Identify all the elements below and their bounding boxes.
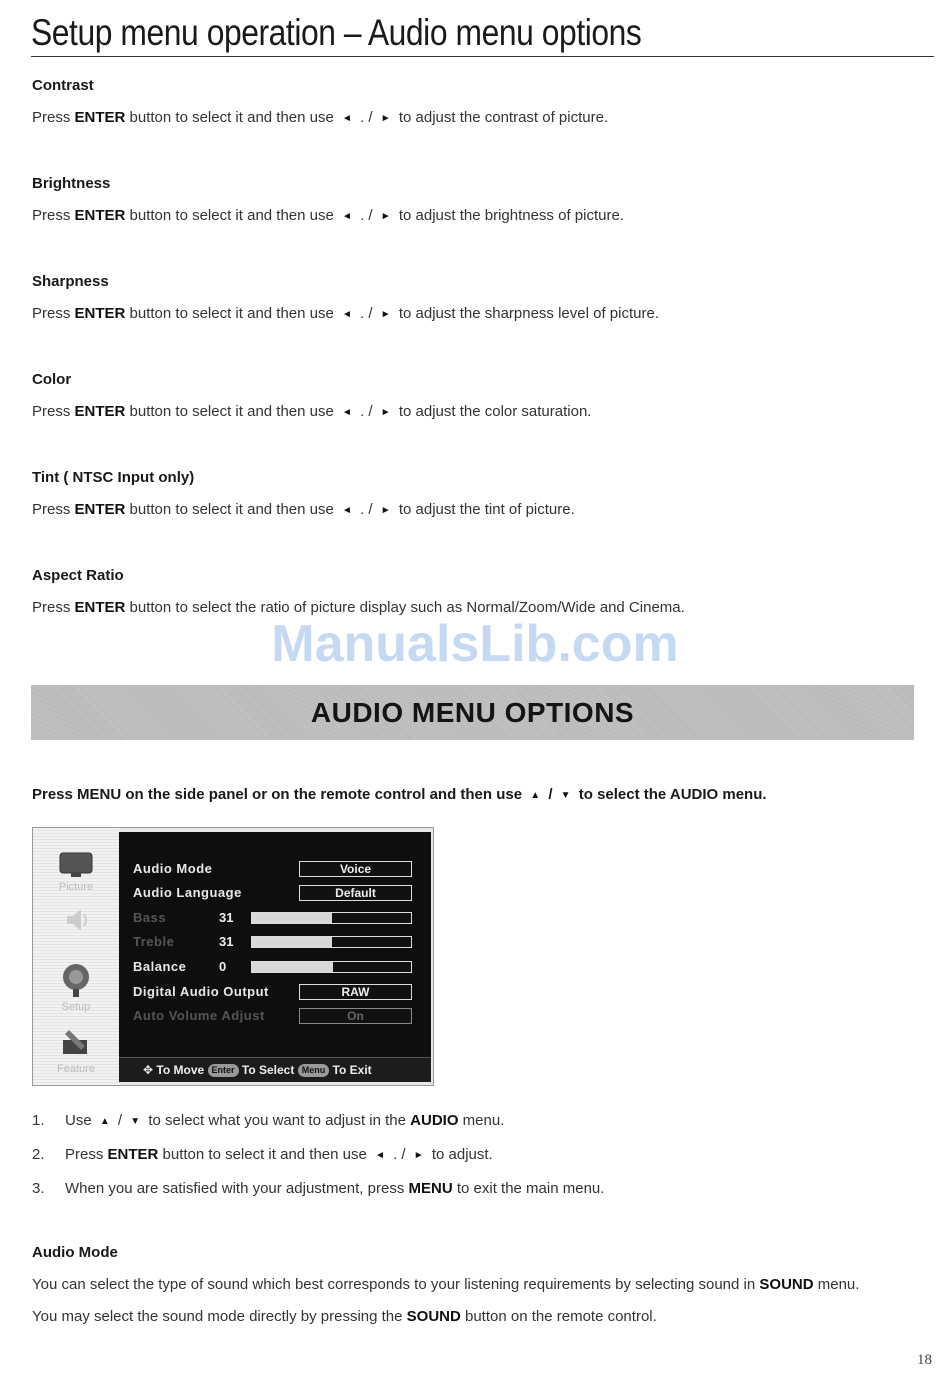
osd-row-label: Bass <box>133 910 167 925</box>
watermark: ManualsLib.com <box>271 615 679 673</box>
audio-menu-instruction: Press MENU on the side panel or on the remote control and then use ▲ / ▼ to select the AUDIO menu. <box>32 786 767 803</box>
section-text: Press ENTER button to select it and then use ◄ . / ► to adjust the brightness of picture. <box>32 207 624 224</box>
section-text: Press ENTER button to select it and then use ◄ . / ► to adjust the sharpness level of picture. <box>32 305 659 322</box>
speaker-icon <box>61 904 91 936</box>
osd-sidebar <box>33 828 119 1085</box>
osd-row-bass <box>119 907 431 929</box>
osd-side-picture: Picture <box>33 852 119 893</box>
section-contrast <box>32 77 932 128</box>
tools-icon <box>59 1026 93 1060</box>
osd-row-audio-mode <box>119 858 431 880</box>
osd-level-bar <box>251 912 412 924</box>
list-item: 3. When you are satisfied with your adjustment, press MENU to exit the main menu. <box>32 1180 605 1197</box>
osd-level-bar <box>251 961 412 973</box>
right-arrow-icon: ► <box>380 211 391 222</box>
left-arrow-icon: ◄ <box>342 211 352 222</box>
section-text: Press ENTER button to select it and then use ◄ . / ► to adjust the color saturation. <box>32 403 592 420</box>
down-arrow-icon: ▼ <box>560 790 571 801</box>
page-number: 18 <box>917 1352 932 1368</box>
left-arrow-icon: ◄ <box>342 407 352 418</box>
osd-row-label: Digital Audio Output <box>133 984 269 999</box>
audio-menu-screenshot <box>32 827 434 1086</box>
left-arrow-icon: ◄ <box>342 309 352 320</box>
right-arrow-icon: ► <box>380 113 391 124</box>
osd-side-feature: Feature <box>33 1026 119 1075</box>
section-color <box>32 371 932 422</box>
osd-value-box: On <box>299 1008 412 1024</box>
right-arrow-icon: ► <box>380 505 391 516</box>
section-banner <box>31 685 914 740</box>
section-heading: Aspect Ratio <box>32 567 124 584</box>
osd-row-digital-audio-output <box>119 981 431 1003</box>
right-arrow-icon: ► <box>380 309 391 320</box>
osd-row-label: Treble <box>133 934 175 949</box>
osd-footer: ✥ To Move Enter To Select Menu To Exit <box>119 1057 431 1082</box>
page-title: Setup menu operation – Audio menu options <box>31 12 642 53</box>
osd-row-audio-language <box>119 882 431 904</box>
osd-side-audio <box>33 904 119 939</box>
section-heading: Sharpness <box>32 273 109 290</box>
osd-row-label: Balance <box>133 959 187 974</box>
osd-value-box: RAW <box>299 984 412 1000</box>
tv-icon <box>59 852 93 878</box>
section-heading: Contrast <box>32 77 94 94</box>
title-rule <box>31 56 934 57</box>
left-arrow-icon: ◄ <box>375 1150 385 1161</box>
section-tint <box>32 469 932 520</box>
osd-row-number: 31 <box>219 910 234 925</box>
osd-level-fill <box>252 913 332 923</box>
osd-level-fill <box>252 937 332 947</box>
section-aspect-ratio <box>32 567 932 617</box>
section-text: Press ENTER button to select it and then use ◄ . / ► to adjust the contrast of picture. <box>32 109 609 126</box>
osd-row-label: Auto Volume Adjust <box>133 1008 265 1023</box>
list-item: 1. Use ▲ / ▼ to select what you want to adjust in the AUDIO menu. <box>32 1112 505 1129</box>
up-arrow-icon: ▲ <box>99 1116 110 1127</box>
enter-key-icon: Enter <box>208 1064 239 1077</box>
osd-row-treble <box>119 931 431 953</box>
right-arrow-icon: ► <box>380 407 391 418</box>
osd-value-box: Voice <box>299 861 412 877</box>
list-item: 2. Press ENTER button to select it and then use ◄ . / ► to adjust. <box>32 1146 493 1163</box>
osd-level-bar <box>251 936 412 948</box>
up-arrow-icon: ▲ <box>530 790 541 801</box>
section-audio-mode <box>32 1244 932 1326</box>
osd-row-number: 31 <box>219 934 234 949</box>
move-arrows-icon: ✥ <box>143 1063 154 1077</box>
osd-row-number: 0 <box>219 959 227 974</box>
osd-row-auto-volume-adjust <box>119 1005 431 1027</box>
section-text: You may select the sound mode directly by pressing the SOUND button on the remote control. <box>32 1308 657 1325</box>
section-heading: Color <box>32 371 72 388</box>
section-text: Press ENTER button to select it and then use ◄ . / ► to adjust the tint of picture. <box>32 501 575 518</box>
osd-row-balance <box>119 956 431 978</box>
section-brightness <box>32 175 932 226</box>
osd-row-label: Audio Language <box>133 885 242 900</box>
left-arrow-icon: ◄ <box>342 505 352 516</box>
osd-row-label: Audio Mode <box>133 861 213 876</box>
section-text: You can select the type of sound which best corresponds to your listening requirements by selecting sound in SOUND menu. <box>32 1276 860 1293</box>
section-heading: Audio Mode <box>32 1244 118 1261</box>
osd-side-setup: Setup <box>33 962 119 1013</box>
section-heading: Tint ( NTSC Input only) <box>32 469 195 486</box>
banner-title: AUDIO MENU OPTIONS <box>310 696 635 728</box>
satellite-dish-icon <box>59 962 93 998</box>
down-arrow-icon: ▼ <box>130 1116 141 1127</box>
right-arrow-icon: ► <box>413 1150 424 1161</box>
steps-list <box>32 1112 932 1213</box>
section-sharpness <box>32 273 932 324</box>
osd-value-box: Default <box>299 885 412 901</box>
osd-level-fill <box>252 962 333 972</box>
section-text: Press ENTER button to select the ratio of picture display such as Normal/Zoom/Wide and Cinema. <box>32 599 685 616</box>
section-heading: Brightness <box>32 175 111 192</box>
left-arrow-icon: ◄ <box>342 113 352 124</box>
osd-audio-panel <box>119 832 431 1082</box>
menu-key-icon: Menu <box>298 1064 330 1077</box>
